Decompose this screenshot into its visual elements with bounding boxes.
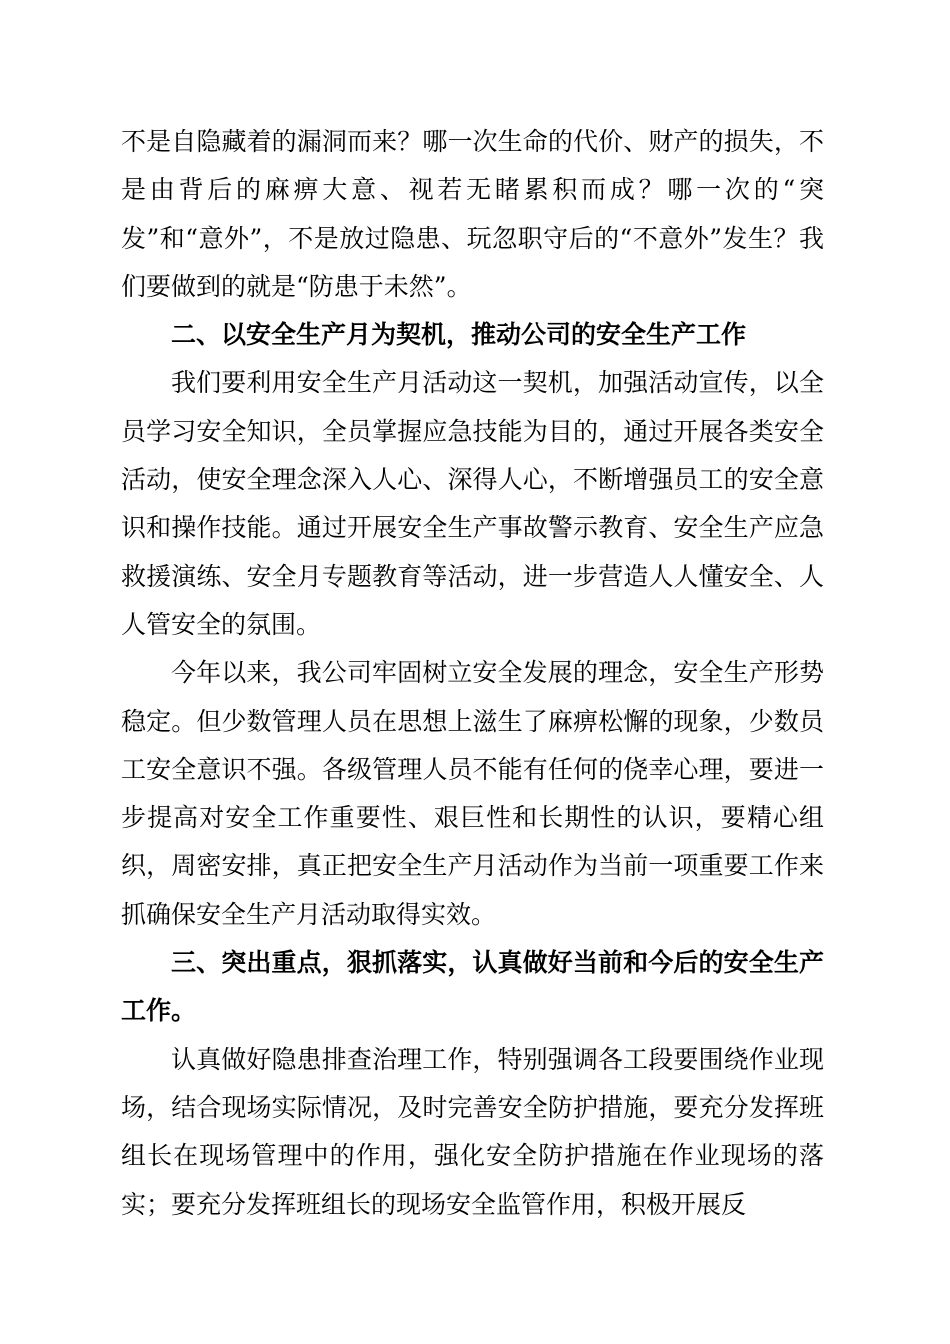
paragraph-continued: 不是自隐藏着的漏洞而来？哪一次生命的代价、财产的损失，不是由背后的麻痹大意、视若无睹累积而成？哪一次的“突发”和“意外”，不是放过隐患、玩忽职守后的“不意外”发生？我们要做到的就是“防患于未然”。 bbox=[121, 127, 824, 301]
paragraph-company-safety-status: 今年以来，我公司牢固树立安全发展的理念，安全生产形势稳定。但少数管理人员在思想上滋生了麻痹松懈的现象，少数员工安全意识不强。各级管理人员不能有任何的侥幸心理，要进一步提高对安全工作重要性、艰巨性和长期性的认识，要精心组织，周密安排，真正把安全生产月活动作为当前一项重要工作来抓确保安全生产月活动取得实效。 bbox=[121, 658, 824, 929]
paragraph-safety-month-activities: 我们要利用安全生产月活动这一契机，加强活动宣传，以全员学习安全知识，全员掌握应急技能为目的，通过开展各类安全活动，使安全理念深入人心、深得人心，不断增强员工的安全意识和操作技能。通过开展安全生产事故警示教育、安全生产应急救援演练、安全月专题教育等活动，进一步营造人人懂安全、人人管安全的氛围。 bbox=[121, 368, 824, 639]
document-body bbox=[121, 118, 824, 1229]
paragraph-hazard-inspection: 认真做好隐患排查治理工作，特别强调各工段要围绕作业现场，结合现场实际情况，及时完善安全防护措施，要充分发挥班组长在现场管理中的作用，强化安全防护措施在作业现场的落实；要充分发挥班组长的现场安全监管作用，积极开展反 bbox=[121, 1044, 824, 1219]
section-heading-2: 二、以安全生产月为契机，推动公司的安全生产工作 bbox=[171, 320, 747, 350]
section-heading-3: 三、突出重点，狠抓落实，认真做好当前和今后的安全生产工作。 bbox=[121, 948, 824, 1026]
